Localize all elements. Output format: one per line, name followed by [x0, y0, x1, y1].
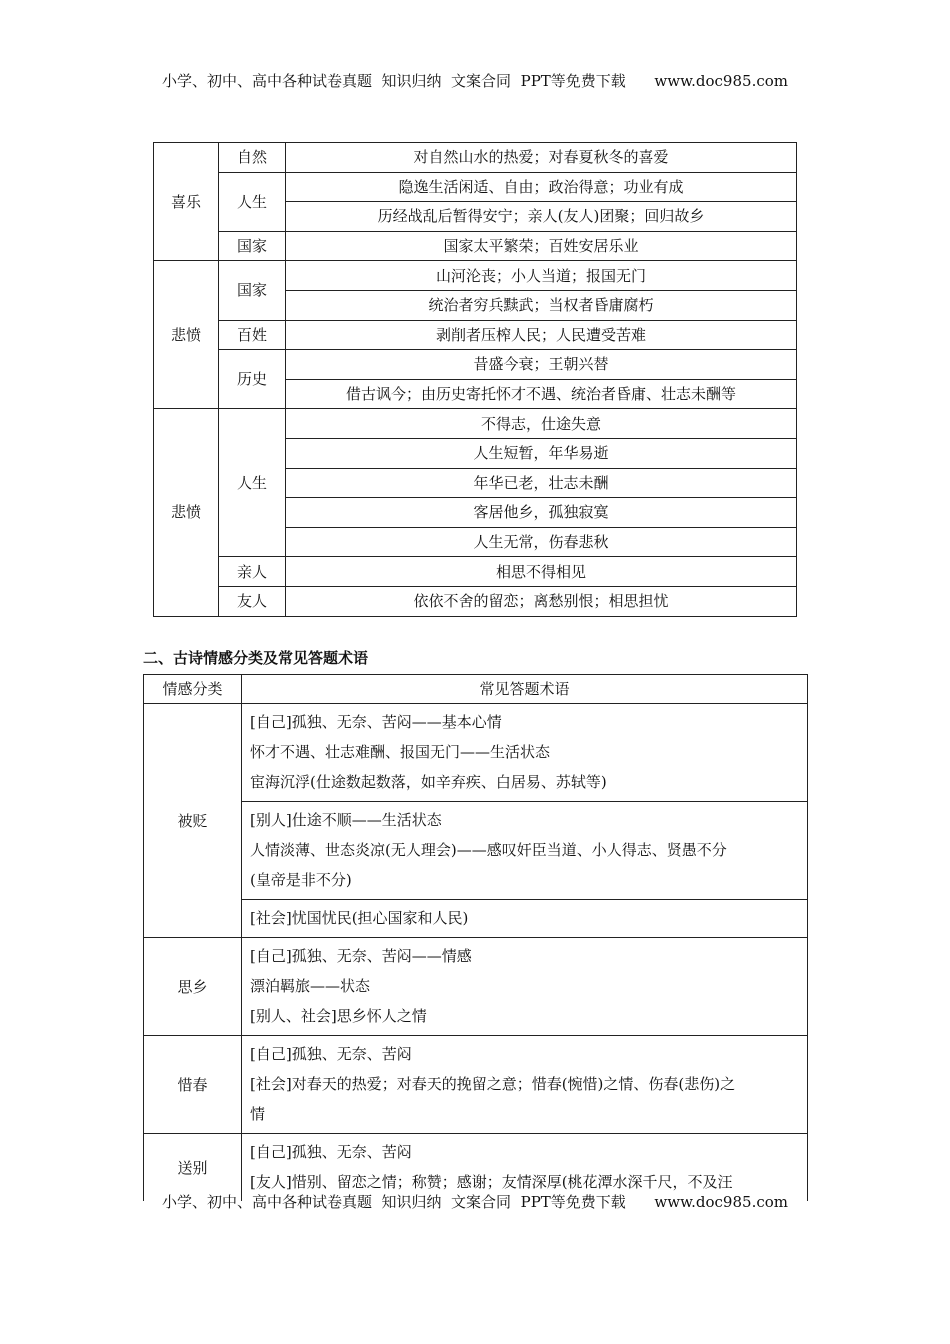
page-footer: 小学、初中、高中各种试卷真题 知识归纳 文案合同 PPT等免费下载 www.doc985.com: [161, 1193, 788, 1211]
subcategory-cell: 自然: [219, 143, 286, 173]
description-cell: 历经战乱后暂得安宁；亲人(友人)团聚；回归故乡: [286, 202, 797, 232]
terminology-cell: [242, 938, 808, 1036]
description-cell: 人生短暂，年华易逝: [286, 438, 797, 468]
terminology-cell: [242, 900, 808, 938]
description-cell: 剥削者压榨人民；人民遭受苦难: [286, 320, 797, 350]
description-cell: 不得志，仕途失意: [286, 409, 797, 439]
table-row: [154, 320, 797, 350]
terminology-line: 宦海沉浮(仕途数起数落，如辛弃疾、白居易、苏轼等): [250, 773, 607, 791]
table-row: [154, 172, 797, 202]
terminology-line: [别人、社会]思乡怀人之情: [250, 1007, 427, 1025]
column-header: 情感分类: [144, 675, 242, 704]
description-cell: 对自然山水的热爱；对春夏秋冬的喜爱: [286, 143, 797, 173]
column-header: 常见答题术语: [242, 675, 808, 704]
table-row: [154, 350, 797, 380]
terminology-line: 怀才不遇、壮志难酬、报国无门——生活状态: [250, 743, 551, 761]
description-cell: 隐逸生活闲适、自由；政治得意；功业有成: [286, 172, 797, 202]
table-row: [154, 409, 797, 439]
description-cell: 客居他乡，孤独寂寞: [286, 498, 797, 528]
description-cell: 相思不得相见: [286, 557, 797, 587]
subcategory-cell: 历史: [219, 350, 286, 409]
terminology-cell: [242, 704, 808, 802]
table-row: [144, 900, 808, 938]
table-row: [144, 802, 808, 900]
table-row: [154, 557, 797, 587]
subcategory-cell: 百姓: [219, 320, 286, 350]
terminology-table: [143, 674, 808, 1201]
terminology-line: [社会]对春天的热爱；对春天的挽留之意；惜春(惋惜)之情、伤春(悲伤)之: [250, 1075, 736, 1093]
description-cell: 人生无常，伤春悲秋: [286, 527, 797, 557]
terminology-line: [自己]孤独、无奈、苦闷: [250, 1143, 412, 1161]
description-cell: 借古讽今；由历史寄托怀才不遇、统治者昏庸、壮志未酬等: [286, 379, 797, 409]
terminology-cell: [242, 1036, 808, 1134]
subcategory-cell: 人生: [219, 172, 286, 231]
terminology-line: [自己]孤独、无奈、苦闷——基本心情: [250, 713, 502, 731]
description-cell: 国家太平繁荣；百姓安居乐业: [286, 231, 797, 261]
table-row: [154, 231, 797, 261]
category-cell: 悲愤: [154, 261, 219, 409]
terminology-line: 漂泊羁旅——状态: [250, 977, 371, 995]
terminology-line: [友人]惜别、留恋之情；称赞；感谢；友情深厚(桃花潭水深千尺，不及汪: [250, 1173, 733, 1191]
description-cell: 年华已老，壮志未酬: [286, 468, 797, 498]
terminology-cell: [242, 802, 808, 900]
table-row: [144, 938, 808, 1036]
subcategory-cell: 国家: [219, 261, 286, 320]
terminology-line: (皇帝是非不分): [250, 871, 352, 889]
category-cell: 喜乐: [154, 143, 219, 261]
section-heading: 二、古诗情感分类及常见答题术语: [143, 649, 369, 667]
description-cell: 统治者穷兵黩武；当权者昏庸腐朽: [286, 290, 797, 320]
subcategory-cell: 友人: [219, 586, 286, 616]
table-row: [154, 261, 797, 291]
table-row: [154, 586, 797, 616]
terminology-line: 情: [250, 1105, 266, 1123]
emotion-category-cell: 送别: [144, 1134, 242, 1202]
table-row: [154, 143, 797, 173]
emotion-category-cell: 惜春: [144, 1036, 242, 1134]
terminology-line: [社会]忧国忧民(担心国家和人民): [250, 909, 469, 927]
subcategory-cell: 亲人: [219, 557, 286, 587]
terminology-line: 人情淡薄、世态炎凉(无人理会)——感叹奸臣当道、小人得志、贤愚不分: [250, 841, 727, 859]
description-cell: 依依不舍的留恋；离愁别恨；相思担忧: [286, 586, 797, 616]
category-cell: 悲愤: [154, 409, 219, 616]
terminology-line: [自己]孤独、无奈、苦闷: [250, 1045, 412, 1063]
description-cell: 昔盛今衰；王朝兴替: [286, 350, 797, 380]
subcategory-cell: 国家: [219, 231, 286, 261]
terminology-line: [自己]孤独、无奈、苦闷——情感: [250, 947, 472, 965]
table-header-row: [144, 675, 808, 704]
emotion-category-cell: 思乡: [144, 938, 242, 1036]
subcategory-cell: 人生: [219, 409, 286, 557]
emotion-table: [153, 142, 797, 617]
description-cell: 山河沦丧；小人当道；报国无门: [286, 261, 797, 291]
table-row: [144, 704, 808, 802]
emotion-category-cell: 被贬: [144, 704, 242, 938]
terminology-line: [别人]仕途不顺——生活状态: [250, 811, 442, 829]
page-header: 小学、初中、高中各种试卷真题 知识归纳 文案合同 PPT等免费下载 www.doc985.com: [161, 72, 788, 90]
table-row: [144, 1036, 808, 1134]
